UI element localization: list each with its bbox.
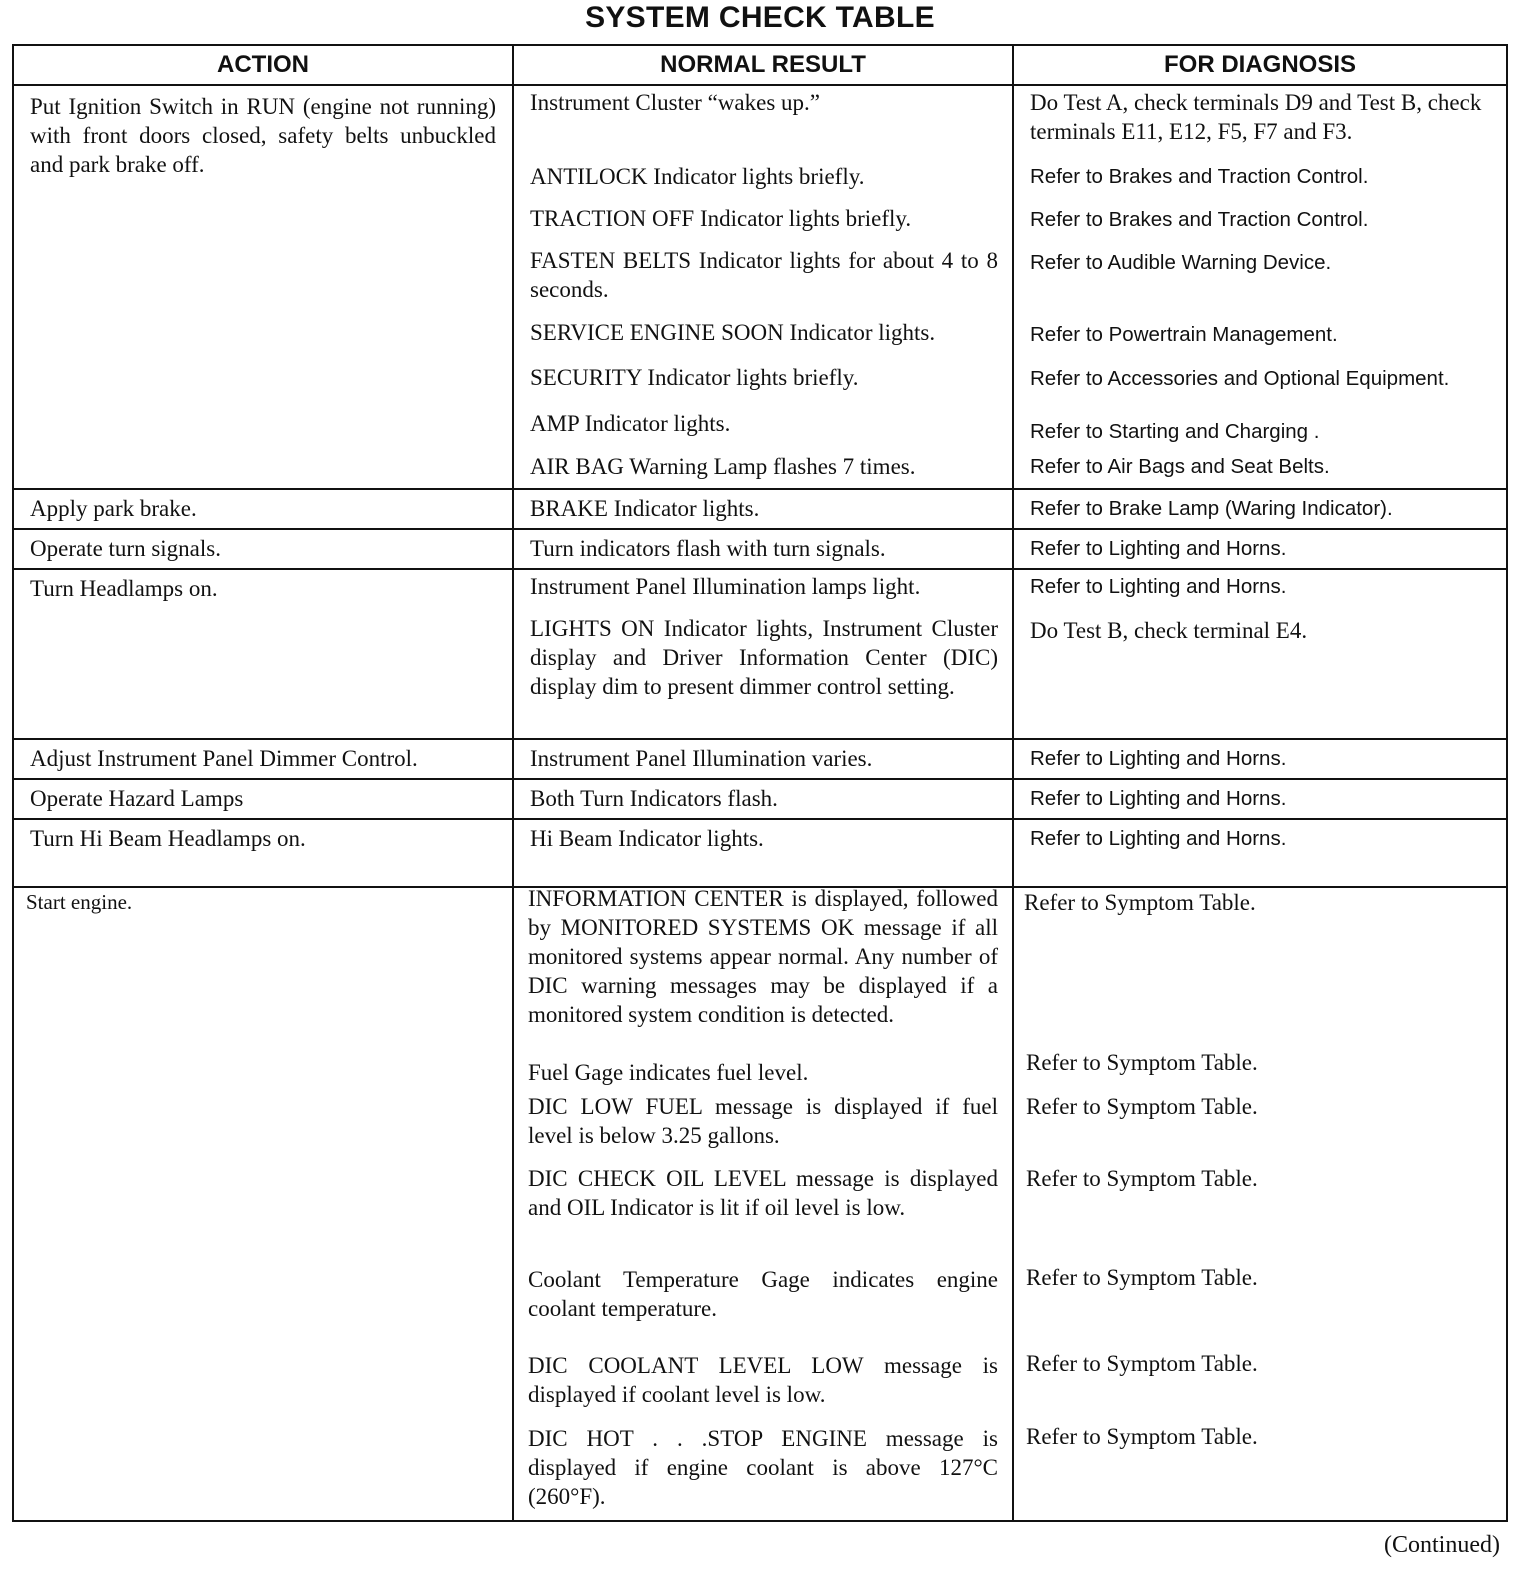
- result-text: DIC CHECK OIL LEVEL message is displayed and OIL Indicator is lit if oil level is low.: [528, 1166, 998, 1220]
- header-for-diagnosis: FOR DIAGNOSIS: [1013, 45, 1507, 85]
- continued-note: (Continued): [1384, 1532, 1500, 1558]
- result-text: Hi Beam Indicator lights.: [530, 826, 764, 851]
- diagnosis-text: Refer to Symptom Table.: [1026, 1265, 1258, 1290]
- table-row: [13, 489, 1507, 529]
- table-row: [13, 85, 1507, 489]
- table-row: [13, 529, 1507, 569]
- action-cell: Turn Headlamps on.: [30, 576, 218, 601]
- diagnosis-text: Refer to Lighting and Horns.: [1030, 537, 1287, 560]
- diagnosis-text: Refer to Symptom Table.: [1026, 1050, 1258, 1075]
- action-cell: Adjust Instrument Panel Dimmer Control.: [30, 746, 418, 771]
- diagnosis-text: Refer to Audible Warning Device.: [1030, 251, 1332, 274]
- result-text: Instrument Cluster “wakes up.”: [530, 90, 820, 115]
- diagnosis-text: Refer to Air Bags and Seat Belts.: [1030, 455, 1330, 478]
- result-text: LIGHTS ON Indicator lights, Instrument Cluster display and Driver Information Center (DIC) display dim to present dimmer control setting.: [530, 616, 998, 699]
- diagnosis-text: Refer to Symptom Table.: [1026, 1424, 1258, 1449]
- diagnosis-text: Refer to Lighting and Horns.: [1030, 575, 1287, 598]
- diagnosis-text: Refer to Lighting and Horns.: [1030, 747, 1287, 770]
- table-row: [13, 779, 1507, 819]
- header-action: ACTION: [13, 45, 513, 85]
- diagnosis-text: Refer to Lighting and Horns.: [1030, 787, 1287, 810]
- result-text: SECURITY Indicator lights briefly.: [530, 365, 859, 390]
- result-text: Turn indicators flash with turn signals.: [530, 536, 886, 561]
- result-text: Fuel Gage indicates fuel level.: [528, 1060, 809, 1085]
- diagnosis-text: Refer to Brakes and Traction Control.: [1030, 165, 1369, 188]
- result-text: AIR BAG Warning Lamp flashes 7 times.: [530, 454, 916, 479]
- table-row: [13, 569, 1507, 739]
- action-cell: Put Ignition Switch in RUN (engine not running) with front doors closed, safety belts unbuckled and park brake off.: [30, 94, 496, 177]
- diagnosis-text: Refer to Symptom Table.: [1024, 890, 1256, 915]
- diagnosis-text: Refer to Brakes and Traction Control.: [1030, 208, 1369, 231]
- action-cell: Apply park brake.: [30, 496, 197, 521]
- result-text: BRAKE Indicator lights.: [530, 496, 760, 521]
- result-text: DIC COOLANT LEVEL LOW message is displayed if coolant level is low.: [528, 1353, 998, 1407]
- result-text: FASTEN BELTS Indicator lights for about 4 to 8 seconds.: [530, 248, 998, 302]
- result-text: ANTILOCK Indicator lights briefly.: [530, 164, 865, 189]
- diagnosis-text: Refer to Brake Lamp (Waring Indicator).: [1030, 497, 1393, 520]
- diagnosis-text: Refer to Symptom Table.: [1026, 1166, 1258, 1191]
- header-row: [13, 45, 1507, 85]
- diagnosis-text: Refer to Symptom Table.: [1026, 1351, 1258, 1376]
- result-text: DIC HOT . . .STOP ENGINE message is displayed if engine coolant is above 127°C (260°F).: [528, 1426, 998, 1509]
- diagnosis-text: Do Test B, check terminal E4.: [1030, 618, 1308, 643]
- result-text: SERVICE ENGINE SOON Indicator lights.: [530, 320, 936, 345]
- result-text: Instrument Panel Illumination lamps light.: [530, 574, 921, 599]
- diagnosis-text: Refer to Powertrain Management.: [1030, 323, 1338, 346]
- header-normal-result: NORMAL RESULT: [513, 45, 1013, 85]
- system-check-table: [12, 44, 1508, 1522]
- action-cell: Turn Hi Beam Headlamps on.: [30, 826, 306, 851]
- result-text: Coolant Temperature Gage indicates engine coolant temperature.: [528, 1267, 998, 1321]
- table-row: [13, 819, 1507, 887]
- diagnosis-text: Refer to Symptom Table.: [1026, 1094, 1258, 1119]
- action-cell: Operate Hazard Lamps: [30, 786, 244, 811]
- result-text: DIC LOW FUEL message is displayed if fuel level is below 3.25 gallons.: [528, 1094, 998, 1148]
- diagnosis-text: Do Test A, check terminals D9 and Test B, check terminals E11, E12, F5, F7 and F3.: [1030, 90, 1482, 144]
- result-text: Instrument Panel Illumination varies.: [530, 746, 873, 771]
- result-text: INFORMATION CENTER is displayed, followed by MONITORED SYSTEMS OK message if all monitored systems appear normal. Any number of DIC warning messages may be displayed if a monitored system condition is detected.: [528, 886, 998, 1027]
- page-title: SYSTEM CHECK TABLE: [585, 1, 935, 34]
- diagnosis-text: Refer to Accessories and Optional Equipment.: [1030, 367, 1450, 390]
- result-text: TRACTION OFF Indicator lights briefly.: [530, 206, 912, 231]
- result-text: AMP Indicator lights.: [530, 411, 731, 436]
- action-cell: Start engine.: [26, 890, 133, 914]
- table-row: [13, 739, 1507, 779]
- diagnosis-text: Refer to Starting and Charging .: [1030, 420, 1320, 443]
- result-text: Both Turn Indicators flash.: [530, 786, 778, 811]
- diagnosis-text: Refer to Lighting and Horns.: [1030, 827, 1287, 850]
- action-cell: Operate turn signals.: [30, 536, 221, 561]
- table-row: [13, 887, 1507, 1521]
